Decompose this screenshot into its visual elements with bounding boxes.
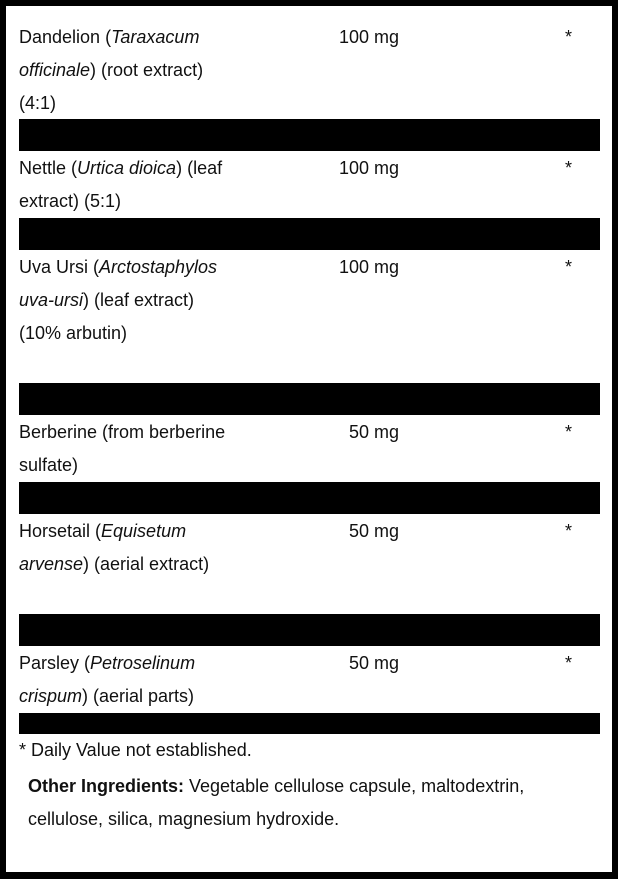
ingredient-name: Dandelion (Taraxacum officinale) (root extract) (4:1)	[19, 27, 204, 113]
row-divider	[19, 713, 600, 734]
ingredient-amount: 50 mg	[348, 521, 399, 541]
table-row	[19, 416, 600, 482]
row-divider	[19, 218, 600, 250]
table-row	[19, 152, 600, 218]
row-divider	[19, 119, 600, 151]
daily-value: *	[565, 257, 573, 277]
daily-value: *	[565, 158, 573, 178]
other-ingredients-label: Other Ingredients:	[28, 776, 185, 796]
ingredient-name: Uva Ursi (Arctostaphylos uva-ursi) (leaf extract) (10% arbutin)	[19, 257, 218, 343]
ingredient-name: Parsley (Petroselinum crispum) (aerial parts)	[19, 653, 196, 706]
ingredient-amount: 50 mg	[348, 422, 399, 442]
table-row	[19, 21, 600, 120]
other-ingredients-text: Vegetable cellulose capsule, maltodextrin, cellulose, silica, magnesium hydroxide.	[28, 776, 525, 829]
table-row	[19, 515, 600, 614]
ingredient-amount: 50 mg	[348, 653, 399, 673]
ingredient-amount: 100 mg	[338, 158, 399, 178]
daily-value: *	[565, 422, 573, 442]
daily-value: *	[565, 27, 573, 47]
daily-value-footnote: * Daily Value not established.	[19, 740, 252, 760]
supplement-facts-panel	[6, 6, 612, 872]
row-divider	[19, 614, 600, 646]
row-divider	[19, 383, 600, 415]
other-ingredients	[28, 770, 588, 836]
ingredient-amount: 100 mg	[338, 27, 399, 47]
ingredient-name: Berberine (from berberine sulfate)	[19, 422, 226, 475]
ingredient-name: Horsetail (Equisetum arvense) (aerial extract)	[19, 521, 210, 574]
daily-value: *	[565, 653, 573, 673]
table-row	[19, 647, 600, 713]
table-row	[19, 251, 600, 383]
daily-value: *	[565, 521, 573, 541]
ingredient-amount: 100 mg	[338, 257, 399, 277]
ingredient-name: Nettle (Urtica dioica) (leaf extract) (5:1)	[19, 158, 223, 211]
row-divider	[19, 482, 600, 514]
